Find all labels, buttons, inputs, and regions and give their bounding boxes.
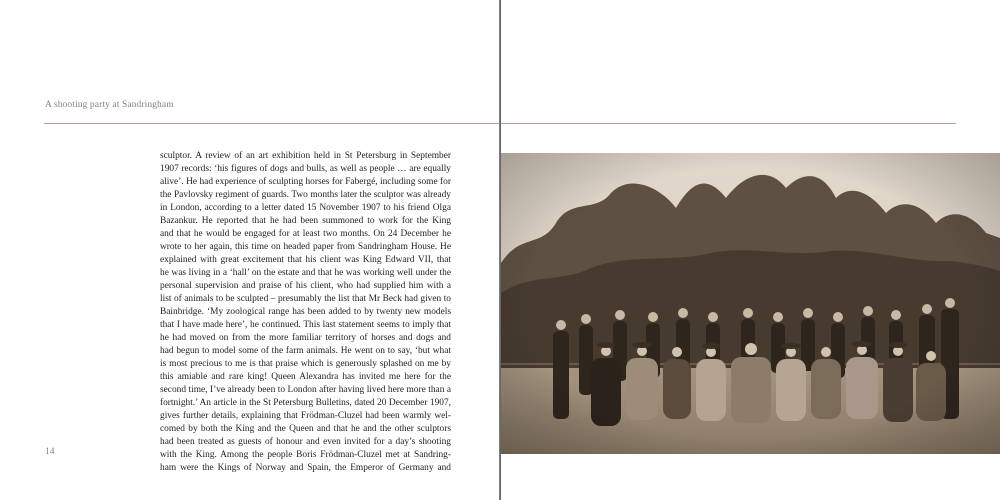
body-line: wrote to her again, this time on headed paper from Sandringham House. He xyxy=(160,242,451,252)
body-line: in London, according to a letter dated 15 November 1907 to his friend Olga xyxy=(160,203,451,213)
body-line: that I have made here’, he continued. This last statement seems to imply that xyxy=(160,320,451,330)
body-line: personal supervision and praise of his client, who had supplied him with a xyxy=(160,281,451,291)
body-line: second time, I’ve already been to London after having lived here more than a xyxy=(160,385,451,395)
body-line: he was living in a ‘hall’ on the estate and that he was working well under the xyxy=(160,268,451,278)
body-line: comed by both the King and the Queen and that he and the other sculptors xyxy=(160,424,451,434)
body-line: had been treated as guests of honour and even invited for a day’s shooting xyxy=(160,437,451,447)
body-line: Bazankur. He reported that he had been summoned to work for the King xyxy=(160,216,451,226)
body-line: had begun to model some of the farm animals. He went on to say, ‘but what xyxy=(160,346,451,356)
body-line: 1907 records: ‘his figures of dogs and bulls, as well as people … are equally xyxy=(160,164,451,174)
body-line: with the King. Among the people Boris Frödman-Cluzel met at Sandring- xyxy=(160,450,451,460)
running-head: A shooting party at Sandringham xyxy=(45,100,174,110)
body-line: list of animals to be sculpted – presumably the list that Mr Beck had given to xyxy=(160,294,451,304)
body-line: and that he would be engaged for at least two months. On 24 December he xyxy=(160,229,451,239)
body-line: gives further details, explaining that Frödman-Cluzel had been warmly wel- xyxy=(160,411,451,421)
body-line: ham were the Kings of Norway and Spain, the Emperor of Germany and xyxy=(160,463,451,473)
body-line: this amiable and rare king! Queen Alexandra has invited me here for the xyxy=(160,372,451,382)
body-line: he had moved on from the more familiar territory of horses and dogs and xyxy=(160,333,451,343)
shooting-party-photograph xyxy=(501,153,1000,454)
body-text xyxy=(160,150,451,475)
body-line: explained with great excitement that his client was King Edward VII, that xyxy=(160,255,451,265)
body-line: the Pavlovsky regiment of guards. Two months later the sculptor was already xyxy=(160,190,451,200)
body-line: is most precious to me is that praise which is generously splashed on me by xyxy=(160,359,451,369)
body-line: alive’. He had experience of sculpting horses for Fabergé, including some for xyxy=(160,177,451,187)
body-line: fortnight.’ An article in the St Petersburg Bulletins, dated 20 December 1907, xyxy=(160,398,451,408)
body-line: Bainbridge. ‘My zoological range has been added to by twenty new models xyxy=(160,307,451,317)
body-line: sculptor. A review of an art exhibition held in St Petersburg in September xyxy=(160,151,451,161)
page-number: 14 xyxy=(45,447,55,457)
